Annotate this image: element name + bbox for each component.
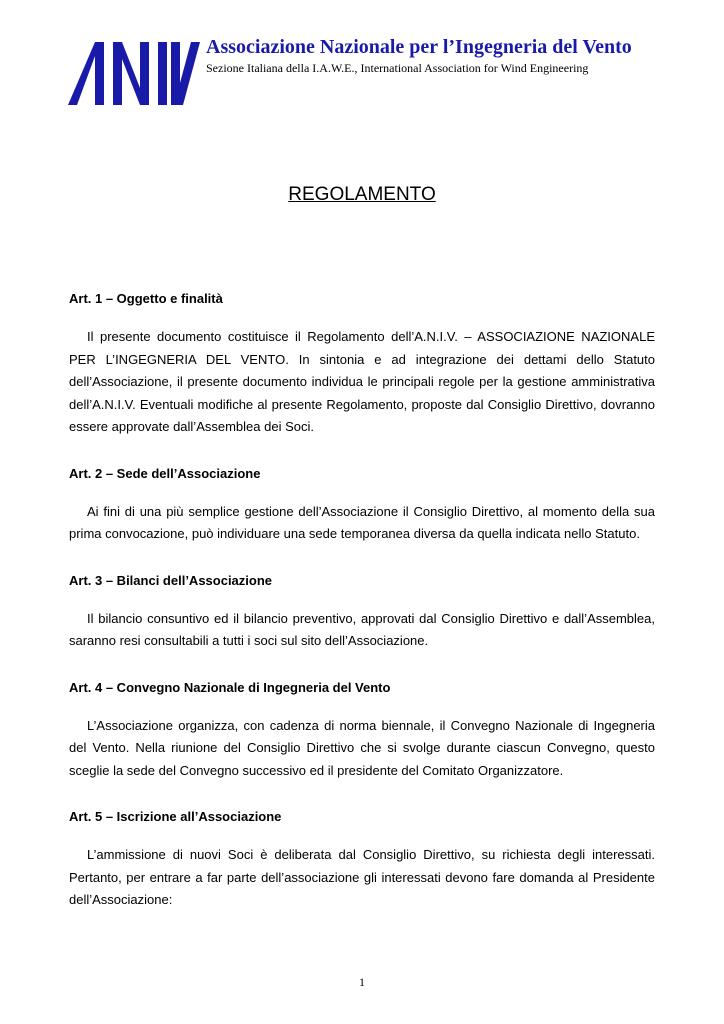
article-4-text: L’Associazione organizza, con cadenza di norma biennale, il Convegno Nazionale di Ingegneria del Vento. Nella riunione del Consiglio Direttivo che si svolge durante ciascun Convegno, questo sceglie la sede del Convegno successivo ed il presidente del Comitato Organizzatore. [69,717,655,778]
document-body [69,290,655,912]
organization-title: Associazione Nazionale per l’Ingegneria del Vento [206,36,632,58]
letterhead [68,36,668,106]
document-title: REGOLAMENTO [288,184,436,205]
article-5-text: L’ammissione di nuovi Soci è deliberata dal Consiglio Direttivo, su richiesta degli interessati. Pertanto, per entrare a far parte dell’associazione gli interessati devono fare domanda al Presidente dell’Associazione: [69,847,655,907]
article-1-heading: Art. 1 – Oggetto e finalità [69,291,223,306]
article-5-heading: Art. 5 – Iscrizione all’Associazione [69,809,282,824]
article-3-text: Il bilancio consuntivo ed il bilancio preventivo, approvati dal Consiglio Direttivo e dall’Assemblea, saranno resi consultabili a tutti i soci sul sito dell’Associazione. [69,610,655,648]
article-1-text: Il presente documento costituisce il Regolamento dell’A.N.I.V. – ASSOCIAZIONE NAZIONALE PER L’INGEGNERIA DEL VENTO. In sintonia e ad integrazione dei dettami dello Statuto dell’Associazione, il presente documento individua le principali regole per la gestione amministrativa dell’A.N.I.V. Eventuali modifiche al presente Regolamento, proposte dal Consiglio Direttivo, dovranno essere approvate dall’Assemblea dei Soci. [69,329,655,434]
page-number: 1 [359,975,365,989]
article-3-heading: Art. 3 – Bilanci dell’Associazione [69,572,273,588]
article-2-text: Ai fini di una più semplice gestione dell’Associazione il Consiglio Direttivo, al momento della sua prima convocazione, può individuare una sede temporanea diversa da quella indicata nello Statuto. [69,503,655,541]
aniv-logo [68,42,200,105]
article-2-heading: Art. 2 – Sede dell’Associazione [69,465,261,481]
organization-subtitle: Sezione Italiana della I.A.W.E., International Association for Wind Engineering [206,61,589,75]
article-4-heading: Art. 4 – Convegno Nazionale di Ingegneria del Vento [69,679,391,695]
